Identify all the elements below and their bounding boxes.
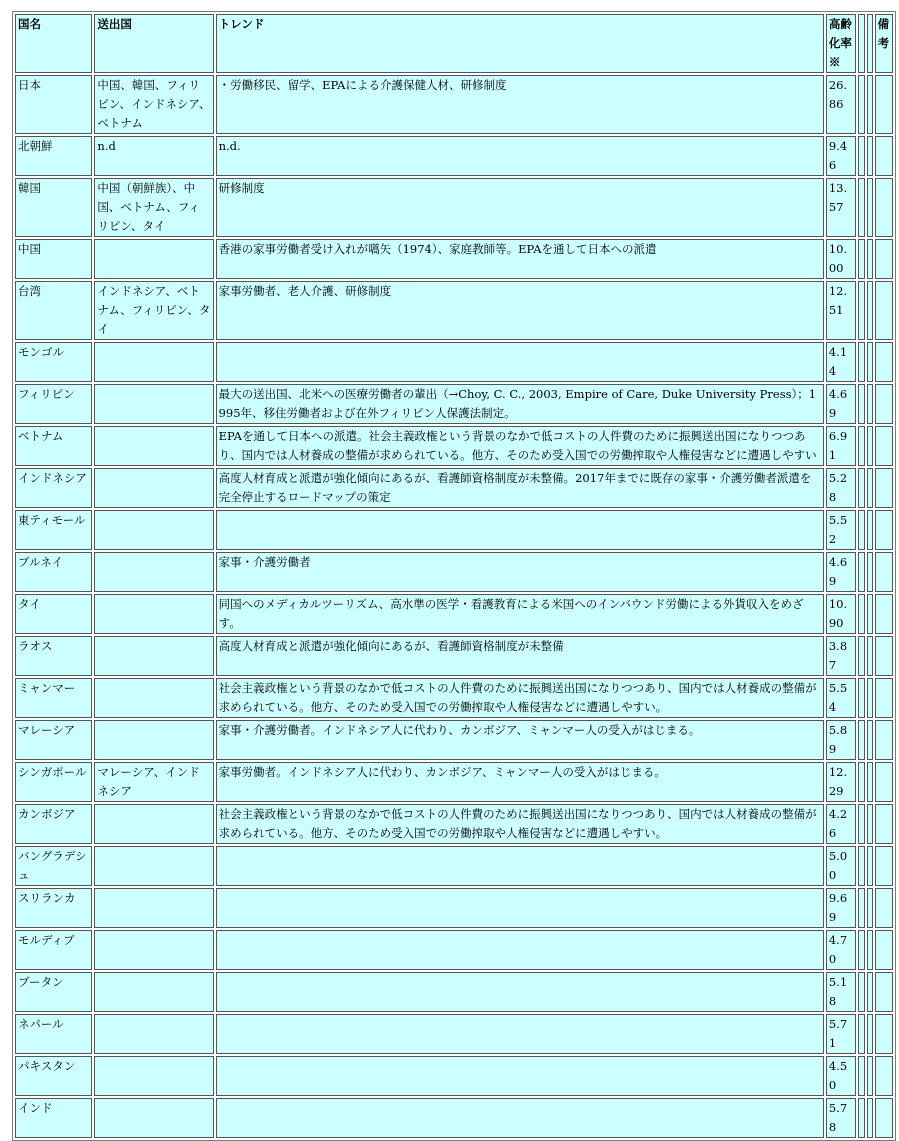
empty-cell (875, 1014, 893, 1054)
trend-cell (216, 342, 824, 382)
empty-cell (867, 426, 873, 466)
empty-cell (858, 426, 864, 466)
empty-cell (875, 1056, 893, 1096)
table-row (15, 552, 893, 592)
aging-cell: 4.50 (826, 1056, 857, 1096)
table-row (15, 510, 893, 550)
empty-cell (867, 136, 873, 176)
empty-cell (858, 1056, 864, 1096)
trend-cell: ・労働移民、留学、EPAによる介護保健人材、研修制度 (216, 75, 824, 134)
country-cell: 韓国 (15, 178, 92, 237)
aging-cell: 10.90 (826, 594, 857, 634)
empty-cell (875, 636, 893, 676)
empty-cell (858, 281, 864, 340)
country-cell: ブルネイ (15, 552, 92, 592)
empty-cell (875, 594, 893, 634)
sending-cell (94, 239, 213, 279)
empty-cell (875, 426, 893, 466)
trend-cell: 社会主義政権という背景のなかで低コストの人件費のために振興送出国になりつつあり、国内では人材養成の整備が求められている。他方、そのため受入国での労働搾取や人権侵害などに遭遇しやすい。 (216, 804, 824, 844)
empty-cell (875, 930, 893, 970)
empty-cell (875, 136, 893, 176)
aging-cell: 4.69 (826, 552, 857, 592)
table-container (12, 11, 896, 1141)
table-row (15, 804, 893, 844)
empty-cell (858, 720, 864, 760)
table-row (15, 178, 893, 237)
country-cell: バングラデシュ (15, 846, 92, 886)
empty-cell (867, 804, 873, 844)
country-cell: モルディブ (15, 930, 92, 970)
header-trend: トレンド (216, 14, 824, 73)
trend-cell (216, 1014, 824, 1054)
empty-cell (858, 552, 864, 592)
table-row (15, 281, 893, 340)
country-cell: 台湾 (15, 281, 92, 340)
empty-cell (858, 888, 864, 928)
aging-cell: 12.51 (826, 281, 857, 340)
sending-cell (94, 510, 213, 550)
table-row (15, 762, 893, 802)
country-cell: ベトナム (15, 426, 92, 466)
trend-cell (216, 846, 824, 886)
header-sending: 送出国 (94, 14, 213, 73)
header-country: 国名 (15, 14, 92, 73)
empty-cell (875, 384, 893, 424)
trend-cell: EPAを通して日本への派遣。社会主義政権という背景のなかで低コストの人件費のために振興送出国になりつつあり、国内では人材養成の整備が求められている。他方、そのため受入国での労働搾取や人権侵害などに遭遇しやすい (216, 426, 824, 466)
country-cell: 中国 (15, 239, 92, 279)
aging-cell: 4.26 (826, 804, 857, 844)
sending-cell (94, 720, 213, 760)
empty-cell (858, 930, 864, 970)
aging-cell: 4.14 (826, 342, 857, 382)
sending-cell (94, 594, 213, 634)
table-body (15, 75, 893, 1138)
aging-cell: 5.18 (826, 972, 857, 1012)
empty-cell (867, 720, 873, 760)
trend-cell: n.d. (216, 136, 824, 176)
trend-cell: 家事・介護労働者。インドネシア人に代わり、カンボジア、ミャンマー人の受入がはじまる。 (216, 720, 824, 760)
empty-cell (875, 846, 893, 886)
trend-cell: 高度人材育成と派遣が強化傾向にあるが、看護師資格制度が未整備。2017年までに既存の家事・介護労働者派遣を完全停止するロードマップの策定 (216, 468, 824, 508)
empty-cell (867, 468, 873, 508)
empty-cell (867, 972, 873, 1012)
empty-cell (858, 75, 864, 134)
country-cell: モンゴル (15, 342, 92, 382)
empty-cell (858, 510, 864, 550)
empty-cell (875, 972, 893, 1012)
empty-cell (867, 1098, 873, 1138)
aging-cell: 4.70 (826, 930, 857, 970)
empty-cell (867, 762, 873, 802)
empty-cell (858, 239, 864, 279)
aging-cell: 5.71 (826, 1014, 857, 1054)
table-row (15, 1098, 893, 1138)
sending-cell (94, 1056, 213, 1096)
empty-cell (858, 678, 864, 718)
country-cell: 北朝鮮 (15, 136, 92, 176)
empty-cell (867, 178, 873, 237)
empty-cell (867, 1014, 873, 1054)
empty-cell (867, 75, 873, 134)
table-row (15, 384, 893, 424)
country-cell: タイ (15, 594, 92, 634)
empty-cell (858, 468, 864, 508)
trend-cell (216, 510, 824, 550)
empty-cell (858, 1014, 864, 1054)
table-row (15, 678, 893, 718)
table-row (15, 972, 893, 1012)
empty-cell (875, 804, 893, 844)
empty-cell (867, 552, 873, 592)
sending-cell (94, 1014, 213, 1054)
sending-cell (94, 1098, 213, 1138)
empty-cell (875, 552, 893, 592)
empty-cell (875, 510, 893, 550)
empty-cell (867, 888, 873, 928)
sending-cell (94, 426, 213, 466)
empty-cell (858, 762, 864, 802)
aging-cell: 6.91 (826, 426, 857, 466)
trend-cell (216, 1098, 824, 1138)
sending-cell (94, 846, 213, 886)
table-row (15, 1014, 893, 1054)
empty-cell (858, 384, 864, 424)
aging-cell: 9.69 (826, 888, 857, 928)
empty-cell (867, 594, 873, 634)
empty-cell (858, 1098, 864, 1138)
empty-cell (867, 636, 873, 676)
aging-cell: 13.57 (826, 178, 857, 237)
country-cell: 東ティモール (15, 510, 92, 550)
sending-cell (94, 384, 213, 424)
empty-cell (875, 762, 893, 802)
empty-cell (875, 468, 893, 508)
trend-cell: 家事・介護労働者 (216, 552, 824, 592)
aging-cell: 5.89 (826, 720, 857, 760)
empty-cell (867, 384, 873, 424)
sending-cell: 中国（朝鮮族）、中国、ベトナム、フィリピン、タイ (94, 178, 213, 237)
table-row (15, 720, 893, 760)
aging-cell: 4.69 (826, 384, 857, 424)
aging-cell: 3.87 (826, 636, 857, 676)
header-blank-2 (867, 14, 873, 73)
sending-cell (94, 804, 213, 844)
empty-cell (867, 1056, 873, 1096)
table-row (15, 426, 893, 466)
empty-cell (875, 888, 893, 928)
country-cell: カンボジア (15, 804, 92, 844)
empty-cell (875, 239, 893, 279)
empty-cell (858, 178, 864, 237)
table-row (15, 594, 893, 634)
empty-cell (875, 178, 893, 237)
aging-cell: 5.52 (826, 510, 857, 550)
trend-cell: 研修制度 (216, 178, 824, 237)
empty-cell (875, 75, 893, 134)
sending-cell (94, 468, 213, 508)
country-cell: パキスタン (15, 1056, 92, 1096)
sending-cell (94, 888, 213, 928)
table-row (15, 888, 893, 928)
aging-cell: 10.00 (826, 239, 857, 279)
country-cell: ミャンマー (15, 678, 92, 718)
empty-cell (875, 678, 893, 718)
empty-cell (858, 136, 864, 176)
empty-cell (858, 636, 864, 676)
empty-cell (867, 342, 873, 382)
empty-cell (858, 846, 864, 886)
empty-cell (867, 239, 873, 279)
trend-cell: 香港の家事労働者受け入れが嚆矢（1974）、家庭教師等。EPAを通して日本への派遣 (216, 239, 824, 279)
table-row (15, 846, 893, 886)
empty-cell (858, 972, 864, 1012)
table-row (15, 468, 893, 508)
country-cell: シンガポール (15, 762, 92, 802)
trend-cell: 最大の送出国、北米への医療労働者の輩出（→Choy, C. C., 2003, Empire of Care, Duke University Press）；1995年、移住労働者および在外フィリピン人保護法制定。 (216, 384, 824, 424)
aging-cell: 26.86 (826, 75, 857, 134)
table-row (15, 930, 893, 970)
country-table (12, 11, 896, 1141)
aging-cell: 12.29 (826, 762, 857, 802)
table-row (15, 75, 893, 134)
sending-cell (94, 552, 213, 592)
trend-cell: 家事労働者。インドネシア人に代わり、カンボジア、ミャンマー人の受入がはじまる。 (216, 762, 824, 802)
country-cell: ラオス (15, 636, 92, 676)
country-cell: フィリピン (15, 384, 92, 424)
header-aging: 高齢化率※ (826, 14, 857, 73)
sending-cell (94, 636, 213, 676)
table-row (15, 1056, 893, 1096)
empty-cell (867, 281, 873, 340)
aging-cell: 5.00 (826, 846, 857, 886)
country-cell: インド (15, 1098, 92, 1138)
sending-cell: インドネシア、ベトナム、フィリピン、タイ (94, 281, 213, 340)
empty-cell (875, 720, 893, 760)
table-row (15, 636, 893, 676)
header-blank-1 (858, 14, 864, 73)
trend-cell (216, 888, 824, 928)
country-cell: スリランカ (15, 888, 92, 928)
trend-cell (216, 972, 824, 1012)
empty-cell (867, 510, 873, 550)
header-row (15, 14, 893, 73)
sending-cell: マレーシア、インドネシア (94, 762, 213, 802)
trend-cell: 高度人材育成と派遣が強化傾向にあるが、看護師資格制度が未整備 (216, 636, 824, 676)
country-cell: ネパール (15, 1014, 92, 1054)
table-row (15, 136, 893, 176)
empty-cell (867, 846, 873, 886)
table-row (15, 342, 893, 382)
trend-cell (216, 1056, 824, 1096)
empty-cell (875, 281, 893, 340)
empty-cell (858, 804, 864, 844)
trend-cell: 家事労働者、老人介護、研修制度 (216, 281, 824, 340)
empty-cell (867, 930, 873, 970)
trend-cell (216, 930, 824, 970)
sending-cell: 中国、韓国、フィリピン、インドネシア、ベトナム (94, 75, 213, 134)
empty-cell (867, 678, 873, 718)
header-remarks: 備考 (875, 14, 893, 73)
aging-cell: 5.78 (826, 1098, 857, 1138)
aging-cell: 5.54 (826, 678, 857, 718)
country-cell: インドネシア (15, 468, 92, 508)
trend-cell: 社会主義政権という背景のなかで低コストの人件費のために振興送出国になりつつあり、国内では人材養成の整備が求められている。他方、そのため受入国での労働搾取や人権侵害などに遭遇しやすい。 (216, 678, 824, 718)
sending-cell (94, 342, 213, 382)
empty-cell (858, 594, 864, 634)
empty-cell (875, 1098, 893, 1138)
sending-cell (94, 972, 213, 1012)
empty-cell (875, 342, 893, 382)
table-row (15, 239, 893, 279)
aging-cell: 5.28 (826, 468, 857, 508)
sending-cell (94, 678, 213, 718)
country-cell: ブータン (15, 972, 92, 1012)
country-cell: 日本 (15, 75, 92, 134)
trend-cell: 同国へのメディカルツーリズム、高水準の医学・看護教育による米国へのインバウンド労働による外貨収入をめざす。 (216, 594, 824, 634)
empty-cell (858, 342, 864, 382)
sending-cell: n.d (94, 136, 213, 176)
sending-cell (94, 930, 213, 970)
country-cell: マレーシア (15, 720, 92, 760)
aging-cell: 9.46 (826, 136, 857, 176)
